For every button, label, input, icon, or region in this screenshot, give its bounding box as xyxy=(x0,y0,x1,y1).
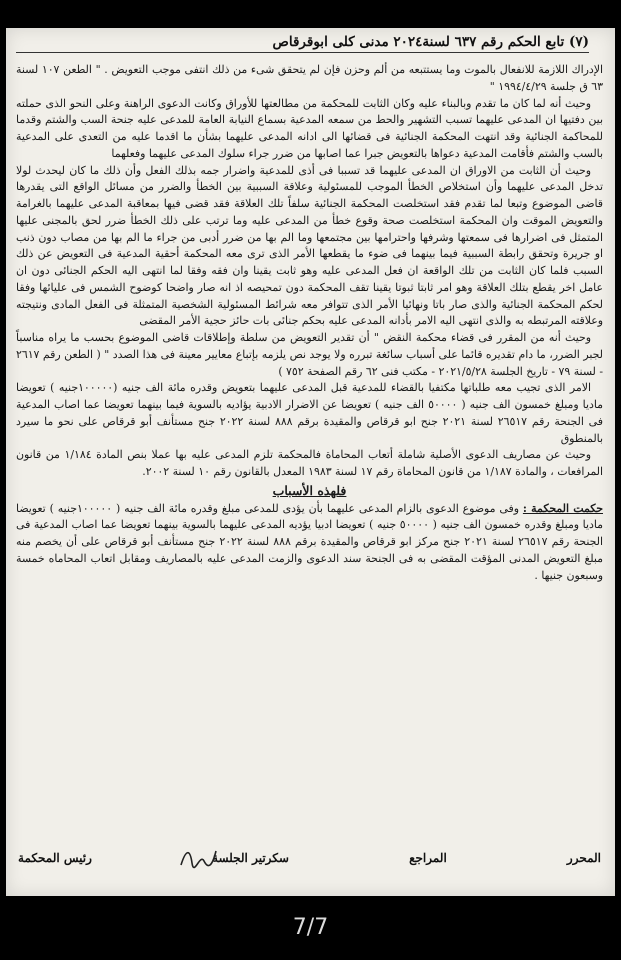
paragraph: وحيث أن الثابت من الاوراق ان المدعى عليهما قد تسببا فى أذى للمدعية واضرار جمه بذلك الفعل وأن ذلك ما كان ليحدث لولا تدخل المدعى عليهما وأن استخلاص الخطأ الموجب للمسئولية وعلاقة السببية بين الخطأ والضرر من مسائل الواقع التى يقدرها قاضى الموضوع وتبعا لما تقدم فقد استخلصت المحكمة الجنائية سلفاً تلك العلاقة فقد قضى فيها بمعاقبة المدعى عليهما بالغرامة والتعويض الموقت وان المحكمة استخلصت صحة وقوع خطأ من المدعى عليه وما ترتب على ذلك الخطأ ضرر لحق بالمجنى عليها المتمثل فى اضرارها فى سمعتها وشرفها واحترامها بين مجتمعها وما الم بها من ضرر أدبى من جراء ما الم بها من مصاب دون ذنب او جريرة وتحقق رابطة السببية فيما بينهما فى ضوء ما يقطعها الأمر الذى ترى معه المحكمة أحقية المدعية فى التعويض عن ذلك السبب فلما كان الثابت من تلك الواقعة ان فعل المدعى عليه وهو ثابت يقينا وان فقه وفقا لما انتهى اليه الحكم الجنائى دون ان عامل اخر يقطع بتلك العلاقة وهو امر ثابتا ثبوتا يقينا تقف المحكمة دون تمحيصه اذ انه صار واضحا كوضوح الشمس فى عليائها وفقا لحكم المحكمة الجنائية والذى صار باتا ونهائيا الأمر الذى تتوافر معه شرائط المسئولية الشخصية المتمثلة فى الفعل المادى ونتيجته وعلاقته المرتبطه به والذى انتهى اليه الامر بأدانه المدعى عليه بحكم جنائى بات حائز حجية الأمر المقضى xyxy=(16,163,603,328)
signature-row xyxy=(18,851,601,865)
page-header: (٧) تابع الحكم رقم ٦٣٧ لسنة٢٠٢٤ مدنى كلى ابوقرقاص xyxy=(16,34,589,53)
section-title: فلهذه الأسباب xyxy=(272,482,347,498)
paragraph: الإدراك اللازمة للانفعال بالموت وما يستتبعه من ألم وحزن فإن لم يتحقق شىء من ذلك انتفى موجب التعويض . " الطعن ١٠٧ لسنة ٦٣ ق جلسة ١٩٩٤/٤/٢٩ " xyxy=(16,63,604,93)
paragraph: وحيث أنه من المقرر فى قضاء محكمة النقض " أن تقدير التعويض من سلطة وإطلاقات قاضى الموضوع بحسب ما يراه مناسباً لجبر الضرر، ما دام تقديره قائما على أسباب سائغة تبرره ولا يوجد نص يلزمه بإتباع معايير معينة فى هذا الصدد " ( الطعن رقم ٢٦١٧ - لسنة ٧٩ - تاريخ الجلسة ٢٠٢١/٥/٢٨ - مكتب فنى ٦٢ رقم الصفحة ٧٥٢ ) xyxy=(16,331,603,378)
signature-secretary-label: سكرتير الجلسة xyxy=(212,851,289,865)
handwritten-signature-icon xyxy=(178,845,218,871)
document-body xyxy=(16,62,603,584)
signature-president: رئيس المحكمة xyxy=(18,851,92,865)
paragraph: وحيث أنه لما كان ما تقدم وبالبناء عليه وكان الثابت للمحكمة من مطالعتها للأوراق وكانت الدعوى الراهنة وعلى النحو الذى حملته بين دفتيها ان المدعى عليهما تسبب التشهير والحط من سمعه المدعية بسماع النيابة العامة للمدعى عليه جنحة السب والشتم وقدما للمحاكمة الجنائية وقد انتهت المحكمة الجنائية فى قضائها الى ادانه المدعى عليهما بشأن ما اقدما عليه من التعدى على المدعية بالسب والشتم فأقامت المدعية دعواها بالتعويض جبرا عما اصابها من ضرر جراء سلوك المدعى عليهما وفعلهما xyxy=(16,96,603,160)
verdict-text: وفى موضوع الدعوى بالزام المدعى عليهما بأن يؤدى للمدعى مبلغ وقدره مائة الف جنيه ( ١٠٠٠٠٠جنيه ) تعويضا ماديا ومبلغ وقدره خمسون الف جنيه ( ٥٠٠٠٠ جنيه ) تعويضا ادبيا يؤديه المدعى عليهما بالسوية بينهما تعويضا عما اصاب المدعية فى الجنحة رقم ٢٦٥١٧ لسنة ٢٠٢١ جنح مركز ابو قرقاص والمقيدة برقم ٨٨٨ لسنة ٢٠٢٢ جنح مستأنف أبو قرقاص على أن يخصم منه مبلغ التعويض المدنى المؤقت المقضى به فى الجنحة سند الدعوى والزمت المدعى عليه بالمصاريف ومقابل اتعاب المحاماه خمسة وسبعون جنيها . xyxy=(16,501,604,582)
signature-secretary xyxy=(212,851,289,865)
verdict-label: حكمت المحكمة : xyxy=(522,501,603,515)
paragraph: وحيث عن مصاريف الدعوى الأصلية شاملة أتعاب المحاماة فالمحكمة تلزم المدعى عليه بها عملا بنص المادة ١/١٨٤ من قانون المرافعات ، والمادة ١/١٨٧ من قانون المحاماة رقم ١٧ لسنة ١٩٨٣ المعدل بالقانون رقم ١٠ لسنة ٢٠٠٢. xyxy=(16,448,603,478)
document-page xyxy=(6,28,615,896)
signature-writer: المحرر xyxy=(566,851,601,865)
verdict-paragraph xyxy=(16,501,603,585)
paragraph: الامر الذى تجيب معه طلباتها مكتفيا بالقضاء للمدعية قبل المدعى عليهما بتعويض وقدره مائة الف جنيه (١٠٠٠٠٠جنيه ) تعويضا ماديا ومبلغ خمسون الف جنيه ( ٥٠٠٠٠ الف جنيه ) تعويضا عن الاضرار الادبية يؤاديه بالسوية فيما بينهما تعويضا عما اصاب المدعية فى الجنحة رقم ٢٦٥١٧ لسنة ٢٠٢١ جنح ابو قرقاص والمقيدة برقم ٨٨٨ لسنة ٢٠٢٢ جنح مستأنف أبو قرقاص على نحو ما سيرد بالمنطوق xyxy=(16,381,603,445)
signature-reviewer: المراجع xyxy=(409,851,447,865)
page-indicator: 7/7 xyxy=(292,915,329,940)
